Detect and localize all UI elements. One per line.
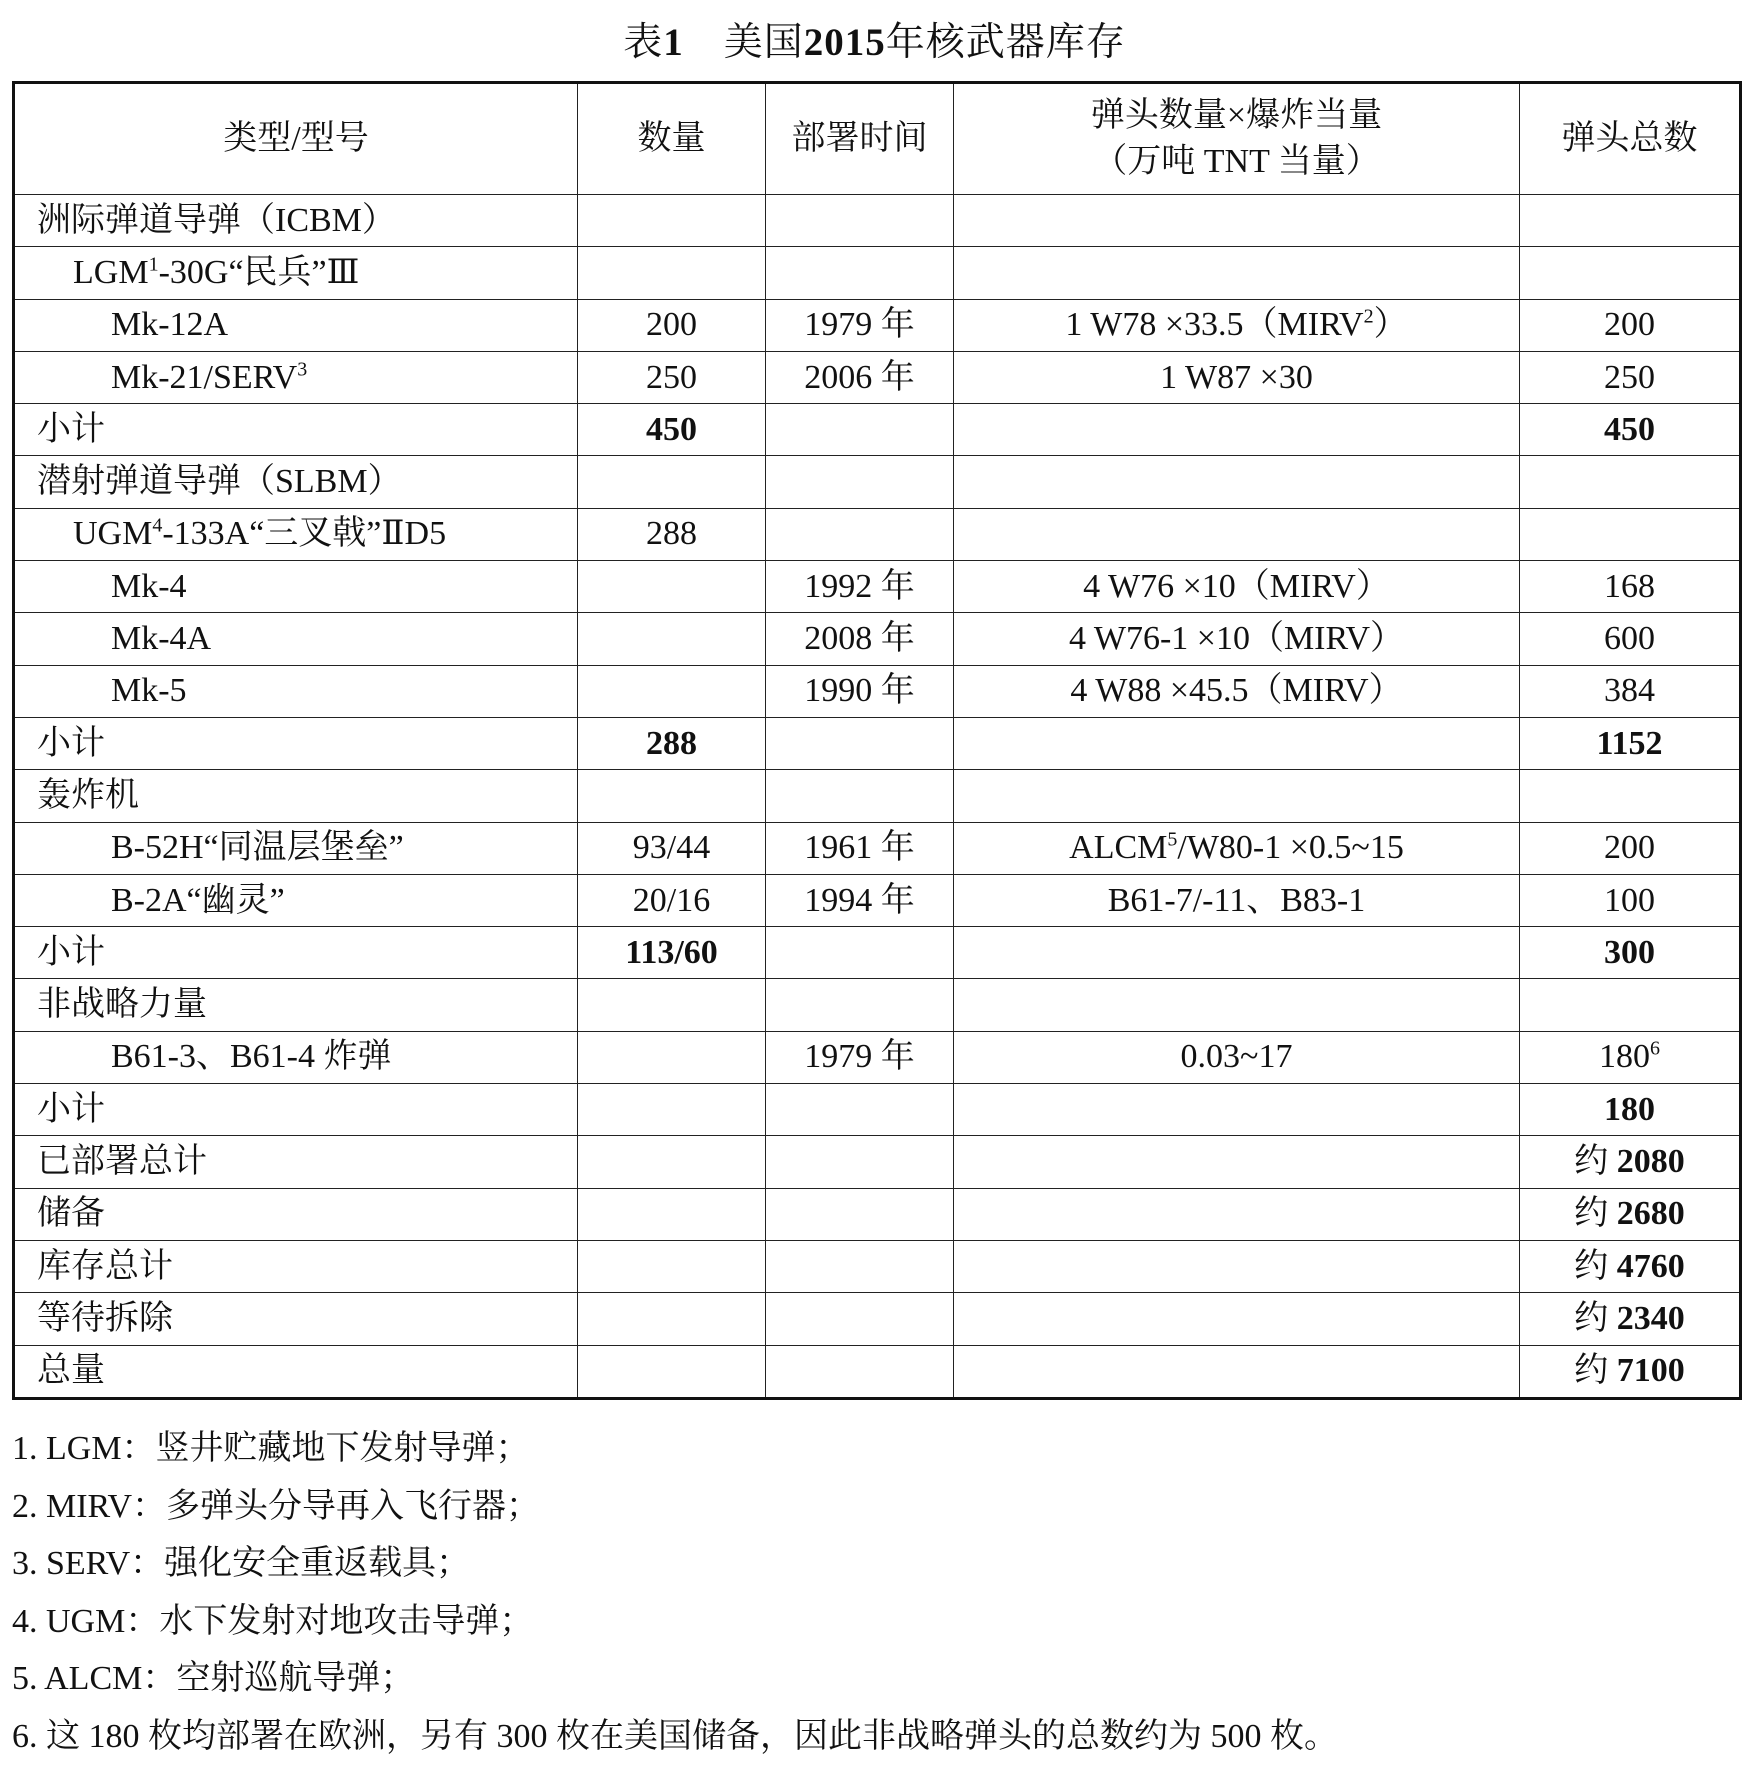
table-row <box>14 613 1741 665</box>
header-row <box>14 83 1741 195</box>
system-name: UGM$^4$-133A“三叉戟”ⅡD5 <box>14 508 578 560</box>
yield-cell: 0.03~17 <box>954 1031 1520 1083</box>
summary-value: 约 2340 <box>1520 1293 1741 1345</box>
yield-cell: B61-7/-11、B83-1 <box>954 874 1520 926</box>
system-name: LGM$^1$-30G“民兵”Ⅲ <box>14 247 578 299</box>
table-row <box>14 874 1741 926</box>
warhead-name: Mk-12A <box>14 299 578 351</box>
table-row <box>14 979 1741 1031</box>
year-cell: 1994 年 <box>766 874 954 926</box>
quantity-cell: 20/16 <box>578 874 766 926</box>
yield-cell: 1 $W78 \times 33.5(MIRV^2)$ <box>954 299 1520 351</box>
subtotal-row <box>14 927 1741 979</box>
total-cell: 250 <box>1520 351 1741 403</box>
footnote: 6. 这 180 枚均部署在欧洲，另有 300 枚在美国储备，因此非战略弹头的总数约为 500 枚。 <box>12 1717 1338 1755</box>
summary-label: 等待拆除 <box>14 1293 578 1345</box>
table-row <box>14 561 1741 613</box>
subtotal-label: 小计 <box>14 1084 578 1136</box>
table-row <box>14 247 1741 299</box>
aircraft-name: B-52H“同温层堡垒” <box>14 822 578 874</box>
table-title: 表1 美国2015年核武器库存 <box>623 21 1126 64</box>
summary-row <box>14 1240 1741 1292</box>
footnote: 3. SERV：强化安全重返载具； <box>12 1545 471 1582</box>
header-quantity: 数量 <box>578 83 766 195</box>
warhead-name: Mk-4 <box>14 561 578 613</box>
warhead-name: Mk-4A <box>14 613 578 665</box>
subtotal-total: 180 <box>1520 1084 1741 1136</box>
table-row <box>14 770 1741 822</box>
subtotal-quantity: 450 <box>578 404 766 456</box>
year-cell: 1979 年 <box>766 1031 954 1083</box>
subtotal-row <box>14 717 1741 769</box>
quantity-cell: 93/44 <box>578 822 766 874</box>
subtotal-label: 小计 <box>14 404 578 456</box>
total-cell: 168 <box>1520 561 1741 613</box>
total-cell: 200 <box>1520 299 1741 351</box>
quantity-cell: 288 <box>578 508 766 560</box>
yield-cell: 1 W87 ×30 <box>954 351 1520 403</box>
bomb-name: B61-3、B61-4 炸弹 <box>14 1031 578 1083</box>
table-row <box>14 665 1741 717</box>
subtotal-total: 1152 <box>1520 717 1741 769</box>
footnotes <box>12 1420 1739 1765</box>
footnote: 2. MIRV：多弹头分导再入飞行器； <box>12 1487 541 1525</box>
aircraft-name: B-2A“幽灵” <box>14 874 578 926</box>
year-cell: 1992 年 <box>766 561 954 613</box>
yield-cell: 4 W76 ×10（MIRV） <box>954 561 1520 613</box>
header-yield: 弹头数量×爆炸当量 （万吨 TNT 当量） <box>954 83 1520 195</box>
subtotal-label: 小计 <box>14 927 578 979</box>
header-type: 类型/型号 <box>14 83 578 195</box>
year-cell: 2008 年 <box>766 613 954 665</box>
summary-label: 已部署总计 <box>14 1136 578 1188</box>
warhead-name: Mk-5 <box>14 665 578 717</box>
summary-label: 总量 <box>14 1345 578 1398</box>
summary-row <box>14 1293 1741 1345</box>
summary-label: 库存总计 <box>14 1240 578 1292</box>
summary-value: 约 7100 <box>1520 1345 1741 1398</box>
total-cell: 600 <box>1520 613 1741 665</box>
summary-value: 约 4760 <box>1520 1240 1741 1292</box>
year-cell: 1979 年 <box>766 299 954 351</box>
total-cell: 384 <box>1520 665 1741 717</box>
table-row <box>14 351 1741 403</box>
summary-value: 约 2680 <box>1520 1188 1741 1240</box>
header-deploy-time: 部署时间 <box>766 83 954 195</box>
quantity-cell: 200 <box>578 299 766 351</box>
subtotal-row <box>14 404 1741 456</box>
table-row <box>14 195 1741 247</box>
quantity-cell: 250 <box>578 351 766 403</box>
table-row <box>14 299 1741 351</box>
subtotal-label: 小计 <box>14 717 578 769</box>
summary-row <box>14 1136 1741 1188</box>
year-cell: 1961 年 <box>766 822 954 874</box>
table-row <box>14 822 1741 874</box>
total-cell: 200 <box>1520 822 1741 874</box>
category-nonstrategic: 非战略力量 <box>14 979 578 1031</box>
table-row <box>14 456 1741 508</box>
footnote: 5. ALCM：空射巡航导弹； <box>12 1660 415 1697</box>
warhead-name: Mk-21/SERV$^3$ <box>14 351 578 403</box>
summary-value: 约 2080 <box>1520 1136 1741 1188</box>
category-bomber: 轰炸机 <box>14 770 578 822</box>
category-slbm: 潜射弹道导弹（SLBM） <box>14 456 578 508</box>
footnote: 1. LGM：竖井贮藏地下发射导弹； <box>12 1430 530 1467</box>
yield-cell: $ALCM^5/W80-1$ ×0.5~15 <box>954 822 1520 874</box>
nuclear-inventory-table <box>12 81 1742 1400</box>
subtotal-total: 300 <box>1520 927 1741 979</box>
subtotal-total: 450 <box>1520 404 1741 456</box>
category-icbm: 洲际弹道导弹（ICBM） <box>14 195 578 247</box>
yield-cell: 4 W76-1 ×10（MIRV） <box>954 613 1520 665</box>
subtotal-quantity: 288 <box>578 717 766 769</box>
year-cell: 2006 年 <box>766 351 954 403</box>
header-total: 弹头总数 <box>1520 83 1741 195</box>
table-row <box>14 1031 1741 1083</box>
table-row <box>14 508 1741 560</box>
total-cell: $180^6$ <box>1520 1031 1741 1083</box>
subtotal-quantity: 113/60 <box>578 927 766 979</box>
yield-cell: 4 W88 ×45.5（MIRV） <box>954 665 1520 717</box>
year-cell: 1990 年 <box>766 665 954 717</box>
footnote: 4. UGM：水下发射对地攻击导弹； <box>12 1602 534 1640</box>
subtotal-row <box>14 1084 1741 1136</box>
summary-row <box>14 1188 1741 1240</box>
total-cell: 100 <box>1520 874 1741 926</box>
summary-row <box>14 1345 1741 1398</box>
summary-label: 储备 <box>14 1188 578 1240</box>
